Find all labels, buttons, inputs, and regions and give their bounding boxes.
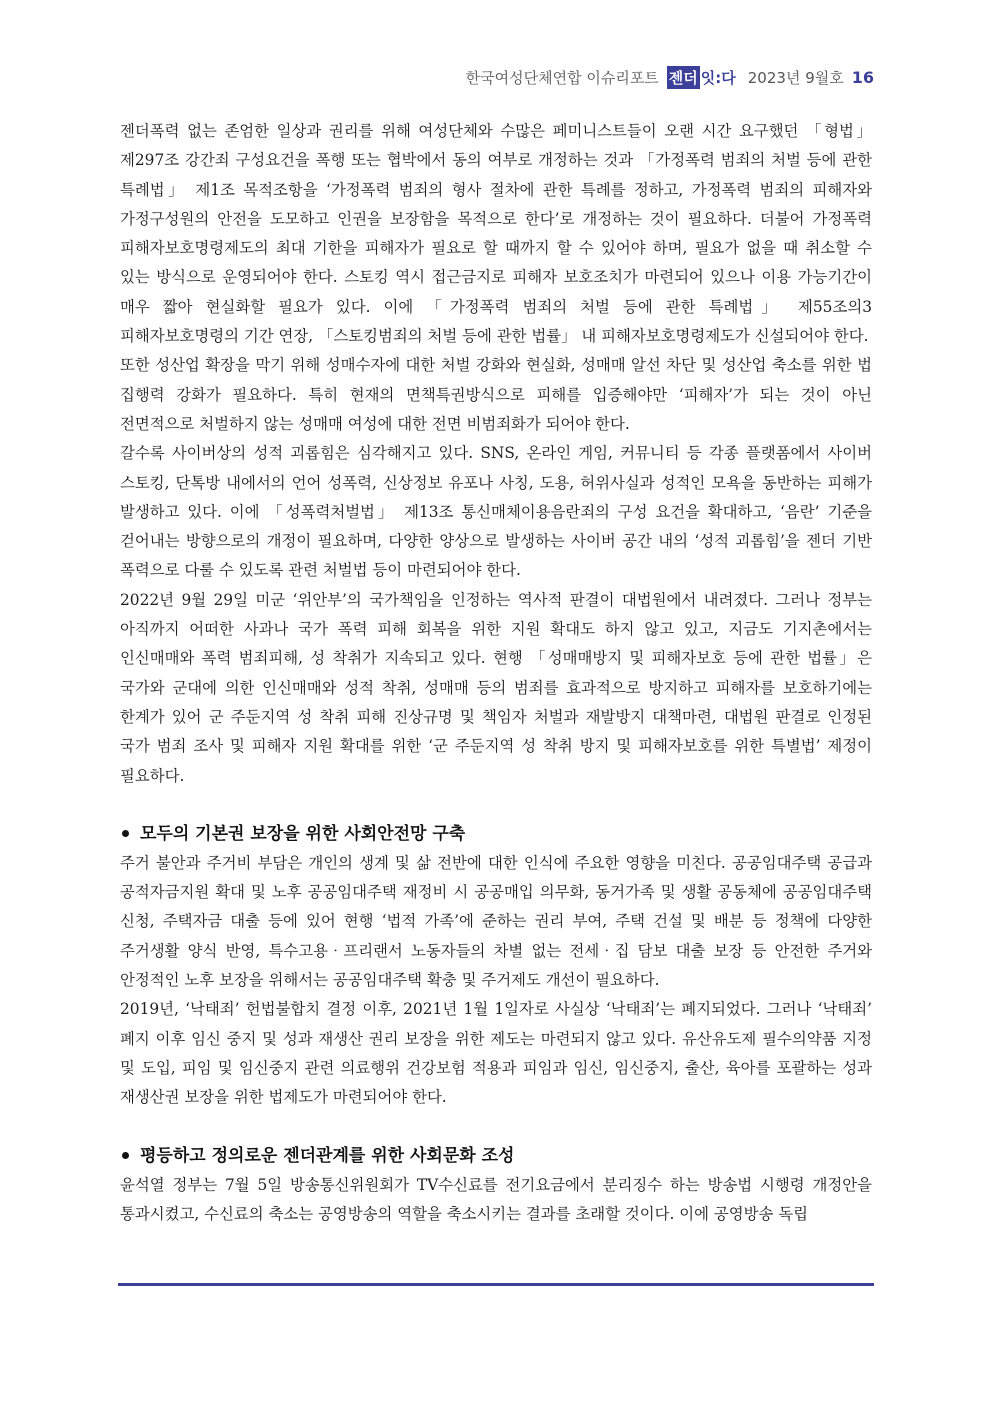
paragraph-military-comfort-women: 2022년 9월 29일 미군 ‘위안부’의 국가책임을 인정하는 역사적 판결이 대법원에서 내려졌다. 그러나 정부는 아직까지 어떠한 사과나 국가 폭력 피해 회복을 위한 지원 확대도 하지 않고 있고, 지금도 기지촌에서는 인신매매와 폭력 범죄피해, 성 착취가 지속되고 있다. 현행 「성매매방지 및 피해자보호 등에 관한 법률」은 국가와 군대에 의한 인신매매와 성적 착취, 성매매 등의 범죄를 효과적으로 방지하고 피해자를 보호하기에는 한계가 있어 군 주둔지역 성 착취 피해 진상규명 및 책임자 처벌과 재발방지 대책마련, 대법원 판결로 인정된 국가 범죄 조사 및 피해자 지원 확대를 위한 ‘군 주둔지역 성 착취 방지 및 피해자보호를 위한 특별법’ 제정이 필요하다. (120, 590, 872, 785)
section-heading-text: 평등하고 정의로운 젠더관계를 위한 사회문화 조성 (140, 1145, 515, 1166)
paragraph-cyber-harassment: 갈수록 사이버상의 성적 괴롭힘은 심각해지고 있다. SNS, 온라인 게임, 커뮤니티 등 각종 플랫폼에서 사이버 스토킹, 단톡방 내에서의 언어 성폭력, 신상정보 유포나 사칭, 도용, 허위사실과 성적인 모욕을 동반하는 피해가 발생하고 있다. 이에 「성폭력처벌법」 제13조 통신매체이용음란죄의 구성 요건을 확대하고, ‘음란’ 기준을 걷어내는 방향으로의 개정이 필요하며, 다양한 양상으로 발생하는 사이버 공간 내의 ‘성적 괴롭힘’을 젠더 기반 폭력으로 다룰 수 있도록 관련 처벌법 등이 마련되어야 한다. (120, 444, 872, 580)
page-header (466, 66, 874, 89)
page-number: 16 (851, 68, 874, 87)
report-series-name: 한국여성단체연합 이슈리포트 (465, 69, 659, 87)
bullet-icon (122, 830, 129, 837)
paragraph-reproductive-rights: 2019년, ‘낙태죄’ 헌법불합치 결정 이후, 2021년 1월 1일자로 사실상 ‘낙태죄’는 폐지되었다. 그러나 ‘낙태죄’ 폐지 이후 임신 중지 및 성과 재생산 권리 보장을 위한 제도는 마련되지 않고 있다. 유산유도제 필수의약품 지정 및 도입, 피임 및 임신중지 관련 의료행위 건강보험 적용과 피임과 임신, 임신중지, 출산, 육아를 포괄하는 성과 재생산권 보장을 위한 법제도가 마련되어야 한다. (120, 1000, 872, 1107)
section-heading-social-safety-net (120, 819, 872, 849)
paragraph-public-broadcasting: 윤석열 정부는 7월 5일 방송통신위원회가 TV수신료를 전기요금에서 분리징수 하는 방송법 시행령 개정안을 통과시켰고, 수신료의 축소는 공영방송의 역할을 축소시키는 결과를 초래할 것이다. 이에 공영방송 독립 (120, 1175, 872, 1223)
section-heading-gender-culture (120, 1141, 872, 1171)
brand-rest: 잇:다 (700, 69, 736, 87)
footer-divider (118, 1283, 874, 1286)
bullet-icon (122, 1152, 129, 1159)
brand-logo (667, 66, 736, 89)
brand-highlight: 젠더 (667, 66, 700, 89)
paragraph-gender-violence: 젠더폭력 없는 존엄한 일상과 권리를 위해 여성단체와 수많은 페미니스트들이 오랜 시간 요구했던 「형법」 제297조 강간죄 구성요건을 폭행 또는 협박에서 동의 여부로 개정하는 것과 「가정폭력 범죄의 처벌 등에 관한 특례법」 제1조 목적조항을 ‘가정폭력 범죄의 형사 절차에 관한 특례를 정하고, 가정폭력 범죄의 피해자와 가정구성원의 안전을 도모하고 인권을 보장함을 목적으로 한다’로 개정하는 것이 필요하다. 더불어 가정폭력 피해자보호명령제도의 최대 기한을 피해자가 필요로 할 때까지 할 수 있어야 하며, 필요가 없을 때 취소할 수 있는 방식으로 운영되어야 한다. 스토킹 역시 접근금지로 피해자 보호조치가 마련되어 있으나 이용 가능기간이 매우 짧아 현실화할 필요가 있다. 이에 「가정폭력 범죄의 처벌 등에 관한 특례법」 제55조의3 피해자보호명령의 기간 연장, 「스토킹범죄의 처벌 등에 관한 법률」 내 피해자보호명령제도가 신설되어야 한다. (120, 122, 872, 346)
paragraph-sex-industry: 또한 성산업 확장을 막기 위해 성매수자에 대한 처벌 강화와 현실화, 성매매 알선 차단 및 성산업 축소를 위한 법 집행력 강화가 필요하다. 특히 현재의 면책특권방식으로 피해를 입증해야만 ‘피해자’가 되는 것이 아닌 전면적으로 처벌하지 않는 성매매 여성에 대한 전면 비범죄화가 되어야 한다. (120, 356, 872, 433)
paragraph-housing: 주거 불안과 주거비 부담은 개인의 생계 및 삶 전반에 대한 인식에 주요한 영향을 미친다. 공공임대주택 공급과 공적자금지원 확대 및 노후 공공임대주택 재정비 시 공공매입 의무화, 동거가족 및 생활 공동체에 공공임대주택 신청, 주택자금 대출 등에 있어 현행 ‘법적 가족’에 준하는 권리 부여, 주택 건설 및 배분 등 정책에 다양한 주거생활 양식 반영, 특수고용‧프리랜서 노동자들의 차별 없는 전세‧집 담보 대출 보장 등 안전한 주거와 안정적인 노후 보장을 위해서는 공공임대주택 확충 및 주거제도 개선이 필요하다. (120, 853, 872, 990)
section-heading-text: 모두의 기본권 보장을 위한 사회안전망 구축 (140, 823, 466, 844)
issue-date: 2023년 9월호 (747, 69, 844, 87)
document-body (120, 117, 872, 1229)
